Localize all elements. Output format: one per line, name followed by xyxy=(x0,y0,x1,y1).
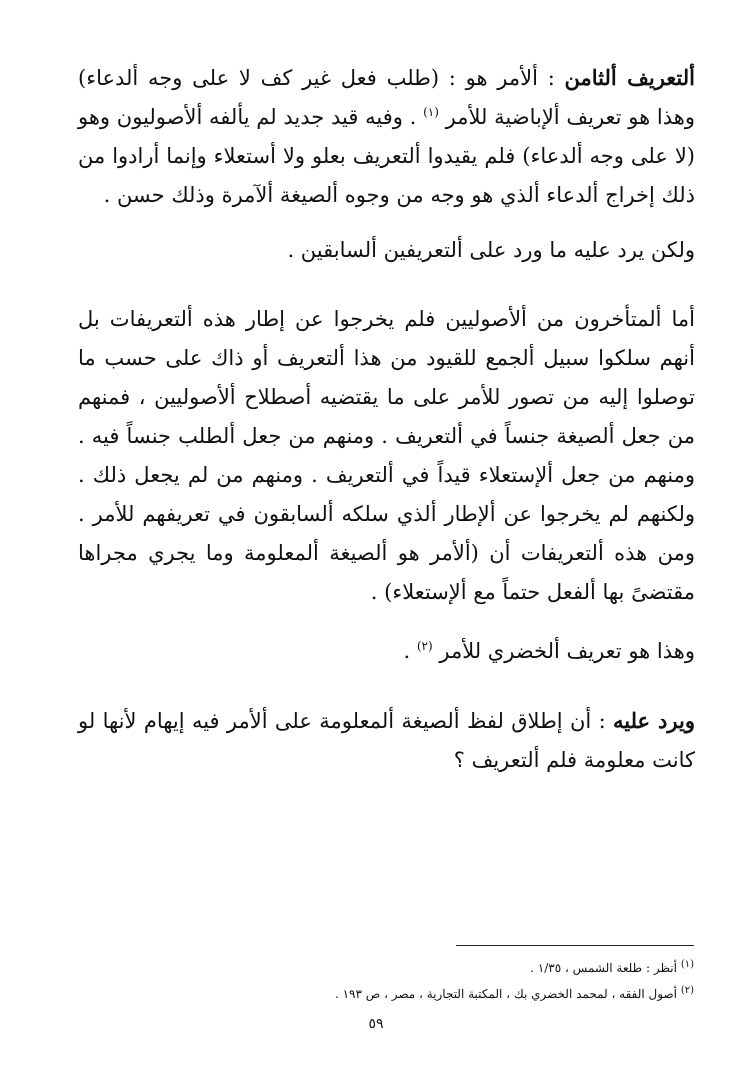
paragraph-text-continued: . xyxy=(403,639,417,663)
paragraph-eighth-definition xyxy=(78,58,695,215)
paragraph-objection-previous xyxy=(78,231,695,270)
footnote-2 xyxy=(77,981,694,1007)
objection-heading: ويرد عليه xyxy=(613,708,695,733)
paragraph-text: أما ألمتأخرون من ألأصوليين فلم يخرجوا عن إطار هذه ألتعريفات بل أنهم سلكوا سبيل ألجمع للقيود من هذا ألتعريف أو ذاك على حسب ما توصلوا إليه من تصور للأمر على ما يقتضيه أصطلاح ألأصوليين ، فمنهم من جعل ألصيغة جنساً في ألتعريف . ومنهم من جعل ألطلب جنساً فيه . ومنهم من جعل ألإستعلاء قيداً في ألتعريف . ومنهم من لم يجعل ذلك . ولكنهم لم يخرجوا عن ألإطار ألذي سلكه ألسابقون في تعريفهم للأمر . ومن هذه ألتعريفات أن (ألأمر هو ألصيغة ألمعلومة وما يجري مجراها مقتضىً بها ألفعل حتماً مع ألإستعلاء) . xyxy=(78,307,695,604)
footnote-ref-2[interactable]: (٢) xyxy=(416,639,433,653)
page-number: ٥٩ xyxy=(368,1016,384,1032)
footnote-ref-1[interactable]: (١) xyxy=(423,105,439,119)
paragraph-text: : ألأمر هو : (طلب فعل غير كف لا على وجه ألدعاء) وهذا هو تعريف ألإباضية للأمر xyxy=(78,66,695,129)
paragraph-text: وهذا هو تعريف ألخضري للأمر xyxy=(432,639,695,663)
footnote-text: أنظر : طلعة الشمس ، ١/٣٥ . xyxy=(530,961,677,975)
footnote-number: (١) xyxy=(680,959,694,970)
footnote-text: أصول الفقه ، لمحمد الخضري بك ، المكتبة التجارية ، مصر ، ص ١٩٣ . xyxy=(334,987,677,1001)
paragraph-text-continued: . وفيه قيد جديد لم يألفه ألأصوليون وهو (لا على وجه ألدعاء) فلم يقيدوا ألتعريف بعلو ولا أستعلاء وإنما أرادوا من ذلك إخراج ألدعاء ألذي هو وجه من وجوه ألصيغة ألآمرة وذلك حسن . xyxy=(78,105,695,207)
footnote-1 xyxy=(77,955,694,981)
footnotes xyxy=(77,955,694,1007)
paragraph-text: ولكن يرد عليه ما ورد على ألتعريفين ألسابقين . xyxy=(287,238,695,262)
paragraph-objection-khudari xyxy=(78,701,695,780)
footnote-divider xyxy=(456,945,694,946)
paragraph-khudari-definition xyxy=(78,632,695,671)
eighth-definition-heading: ألتعريف ألثامن xyxy=(564,65,695,90)
paragraph-text: : أن إطلاق لفظ ألصيغة ألمعلومة على ألأمر فيه إيهام لأنها لو كانت معلومة فلم ألتعريف ؟ xyxy=(78,709,695,772)
page-body xyxy=(78,58,695,780)
paragraph-later-scholars xyxy=(78,300,695,612)
footnote-number: (٢) xyxy=(680,985,694,996)
